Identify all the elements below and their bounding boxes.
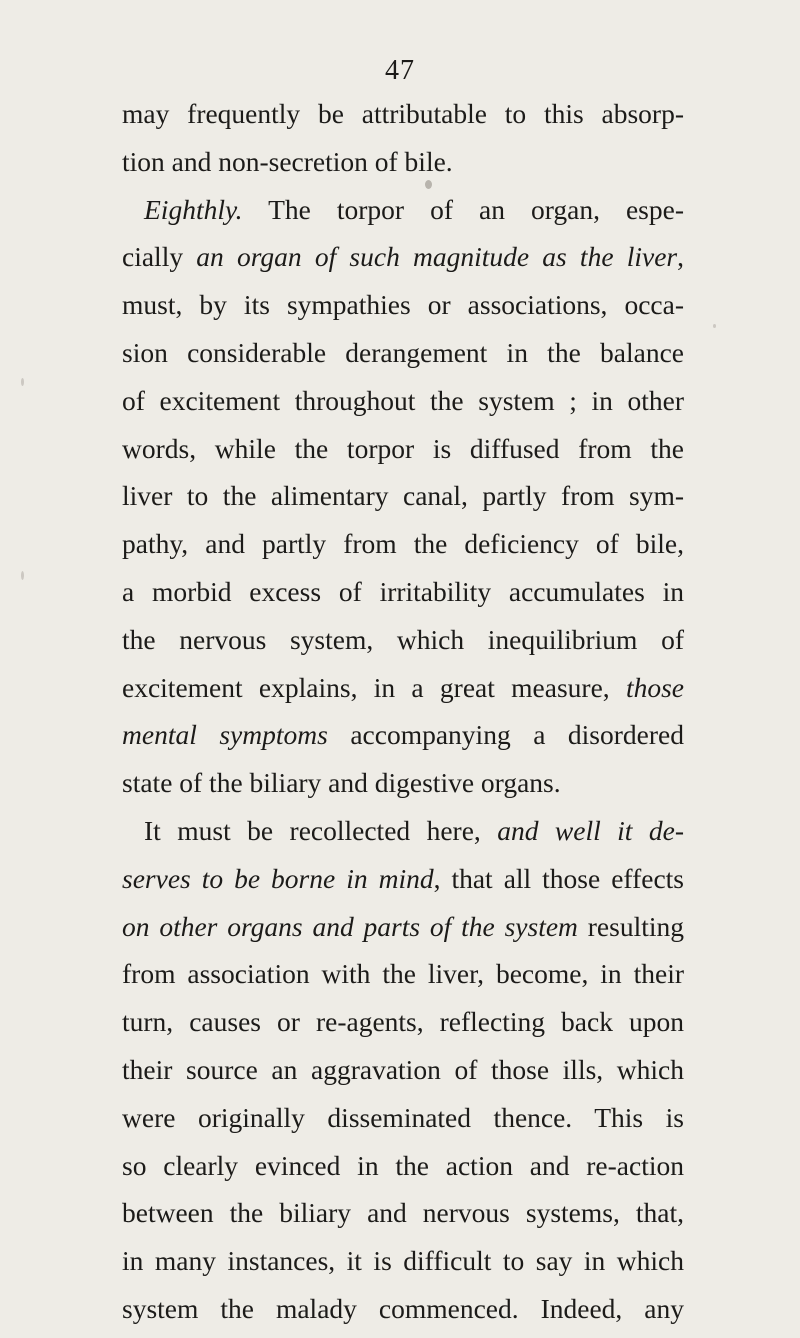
paper-speck: [21, 378, 24, 386]
text-segment: state of the biliary and digestive organs.: [122, 767, 561, 799]
text-line: [122, 281, 684, 329]
text-line: [122, 1285, 684, 1333]
text-line: [122, 90, 684, 138]
text-segment: It must be recollected here,: [144, 814, 498, 846]
text-segment: resulting: [577, 910, 684, 942]
text-line: [122, 1094, 684, 1142]
text-segment: their source an aggravation of those ills, which: [122, 1053, 684, 1085]
italic-text: on other organs and parts of the system: [122, 910, 578, 942]
text-segment: pathy, and partly from the deficiency of bile,: [122, 528, 684, 560]
text-line: [122, 520, 684, 568]
paper-speck: [713, 324, 716, 328]
text-line: [122, 664, 684, 712]
paper-speck: [425, 180, 432, 189]
text-segment: in many instances, it is difficult to say in which: [122, 1245, 684, 1277]
text-segment: system the malady commenced. Indeed, any: [122, 1292, 684, 1324]
text-line: [122, 711, 684, 759]
italic-text: serves to be borne in mind: [122, 862, 434, 894]
italic-text: and well it de-: [497, 814, 684, 846]
text-line: [122, 1189, 684, 1237]
text-segment: between the biliary and nervous systems, that,: [122, 1197, 684, 1229]
text-line: [122, 377, 684, 425]
text-line: [122, 998, 684, 1046]
text-segment: of excitement throughout the system ; in other: [122, 384, 684, 416]
text-line: [122, 855, 684, 903]
body-text: [122, 90, 684, 1333]
text-line: [122, 425, 684, 473]
text-line: [122, 1046, 684, 1094]
text-segment: ,: [677, 241, 684, 273]
text-line: [122, 903, 684, 951]
text-segment: , that all those effects: [433, 862, 684, 894]
text-line: [122, 138, 684, 186]
text-segment: a morbid excess of irritability accumulates in: [122, 575, 684, 607]
text-line: [122, 759, 684, 807]
text-segment: from association with the liver, become, in their: [122, 958, 684, 990]
text-line: [122, 568, 684, 616]
text-line: [122, 472, 684, 520]
text-line: [122, 233, 684, 281]
text-line: [122, 1142, 684, 1190]
text-segment: were originally disseminated thence. This is: [122, 1101, 684, 1133]
italic-text: those: [625, 671, 684, 703]
italic-text: an organ of such magnitude as the liver: [196, 241, 678, 273]
text-segment: liver to the alimentary canal, partly from sym-: [122, 480, 684, 512]
text-segment: accompanying a disordered: [327, 719, 684, 751]
page-number: 47: [385, 55, 415, 86]
text-segment: words, while the torpor is diffused from the: [122, 432, 684, 464]
italic-text: mental symptoms: [122, 719, 328, 751]
text-line: [122, 329, 684, 377]
text-segment: may frequently be attributable to this absorp-: [122, 98, 684, 129]
text-segment: sion considerable derangement in the balance: [122, 336, 684, 368]
text-segment: cially: [122, 241, 197, 273]
text-line: [122, 950, 684, 998]
text-segment: must, by its sympathies or associations, occa-: [122, 289, 684, 321]
text-segment: turn, causes or re-agents, reflecting back upon: [122, 1006, 684, 1038]
text-segment: The torpor of an organ, espe-: [242, 193, 684, 225]
text-line: [122, 616, 684, 664]
text-line: [122, 186, 684, 234]
text-segment: tion and non-secretion of bile.: [122, 145, 453, 177]
text-segment: the nervous system, which inequilibrium of: [122, 623, 684, 655]
text-segment: excitement explains, in a great measure,: [122, 671, 626, 703]
text-line: [122, 1237, 684, 1285]
text-segment: so clearly evinced in the action and re-action: [122, 1149, 684, 1181]
italic-text: Eighthly.: [144, 193, 243, 225]
paper-speck: [21, 571, 24, 580]
text-line: [122, 807, 684, 855]
